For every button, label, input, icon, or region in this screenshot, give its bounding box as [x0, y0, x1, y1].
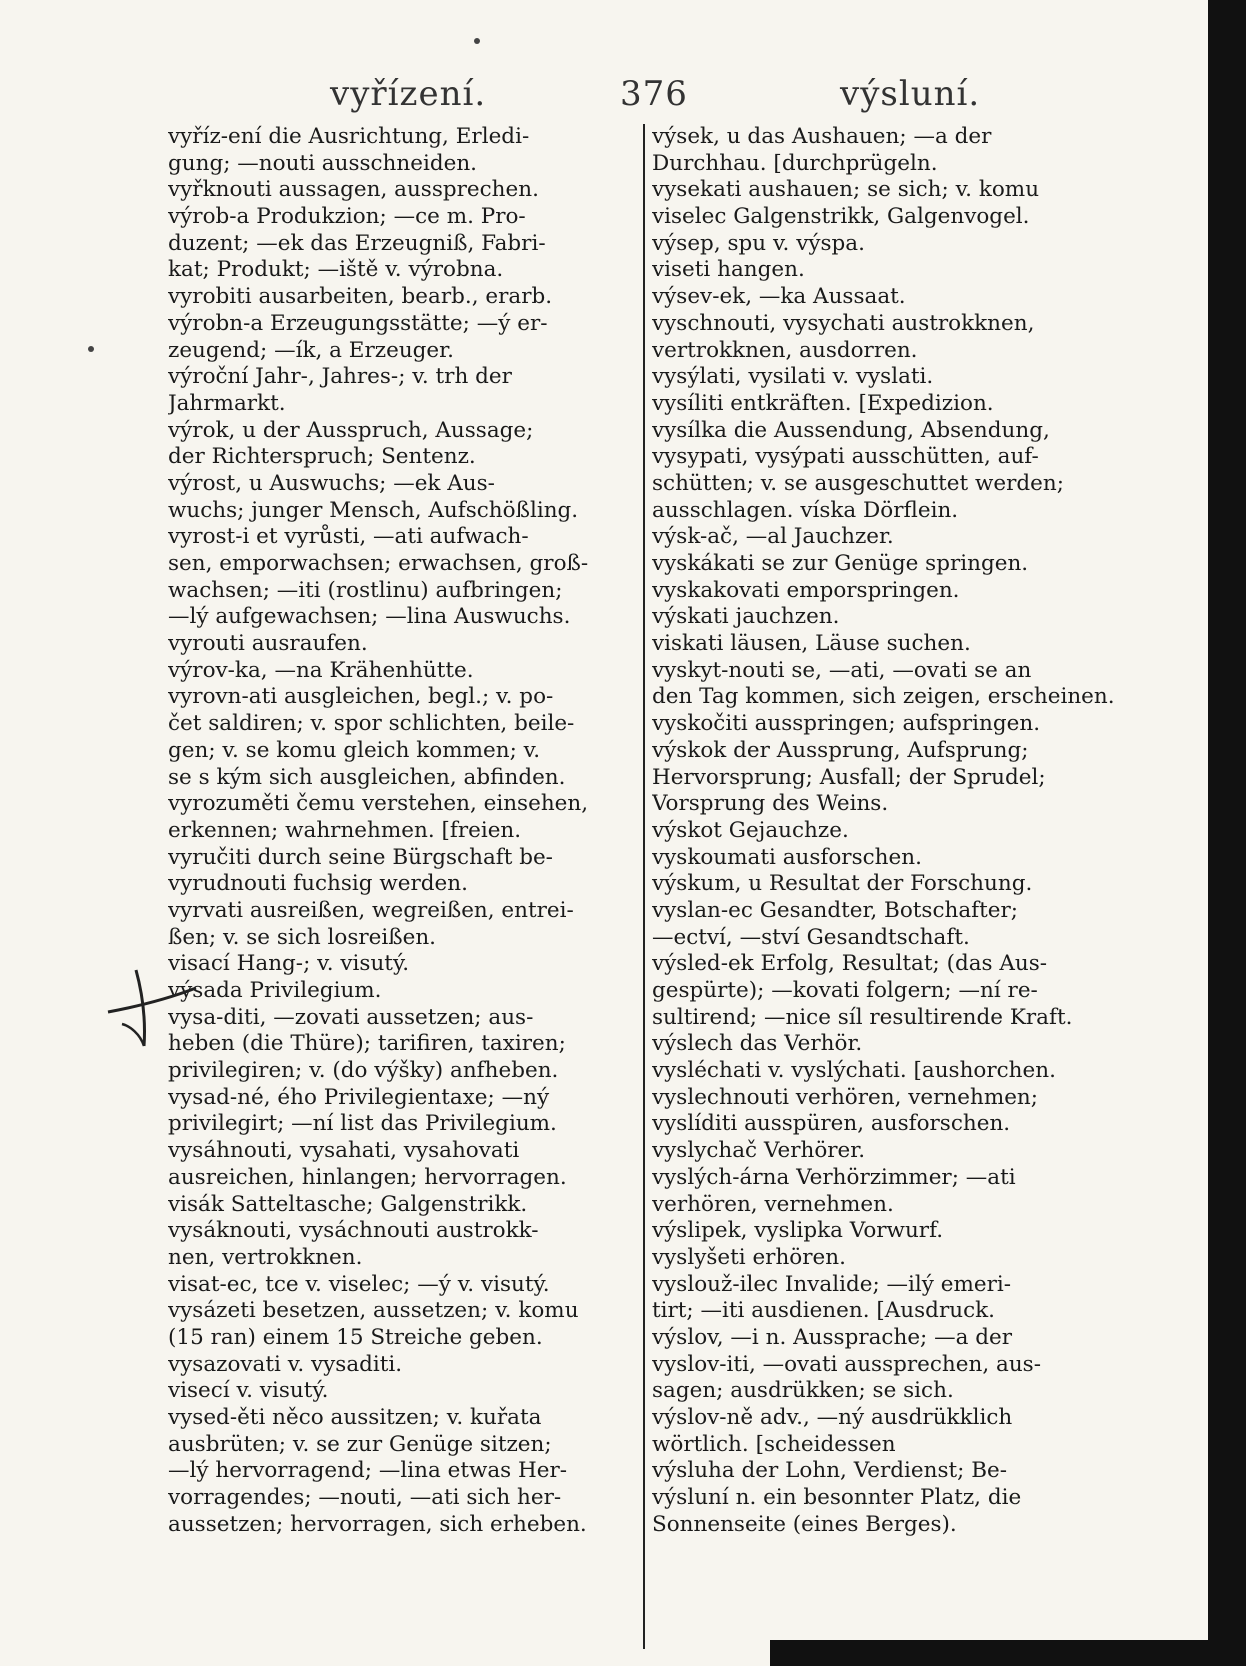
dictionary-line: se s kým sich ausgleichen, abfinden. — [168, 764, 566, 790]
dictionary-line: vysléchati v. vyslýchati. [aushorchen. — [652, 1058, 1056, 1084]
header-right-word: výsluní. — [840, 74, 981, 114]
dictionary-line: vyskyt-nouti se, —ati, —ovati se an — [652, 657, 1032, 683]
dictionary-line: vysypati, vysýpati ausschütten, auf- — [652, 444, 1039, 470]
scan-edge-bottom — [770, 1640, 1246, 1666]
handwritten-cross-mark — [100, 962, 200, 1052]
dictionary-line: výsk-ač, —al Jauchzer. — [652, 524, 894, 550]
dictionary-line: vysílka die Aussendung, Absendung, — [652, 417, 1050, 443]
dictionary-line: výrobn-a Erzeugungsstätte; —ý er- — [168, 310, 548, 336]
dictionary-line: Sonnenseite (eines Berges). — [652, 1511, 957, 1537]
column-divider — [643, 124, 645, 1649]
dictionary-line: visací Hang-; v. visutý. — [168, 951, 410, 977]
dictionary-line: —lý aufgewachsen; —lina Auswuchs. — [168, 604, 571, 630]
dictionary-line: visecí v. visutý. — [168, 1378, 329, 1404]
dictionary-line: vyručiti durch seine Bürgschaft be- — [168, 844, 553, 870]
dictionary-line: visák Satteltasche; Galgenstrikk. — [168, 1191, 528, 1217]
dictionary-line: vyslouž-ilec Invalide; —ilý emeri- — [652, 1271, 1012, 1297]
dictionary-line: gespürte); —kovati folgern; —ní re- — [652, 978, 1038, 1003]
dictionary-line: wörtlich. [scheidessen — [652, 1431, 896, 1457]
dictionary-line: visat-ec, tce v. viselec; —ý v. visutý. — [168, 1271, 550, 1297]
dictionary-line: duzent; —ek das Erzeugniß, Fabri- — [168, 230, 546, 256]
dictionary-line: —ectví, —ství Gesandtschaft. — [652, 924, 970, 950]
dictionary-line: den Tag kommen, sich zeigen, erscheinen. — [652, 684, 1115, 710]
dictionary-line: výsluní n. ein besonnter Platz, die — [652, 1485, 1022, 1511]
dictionary-line: der Richterspruch; Sentenz. — [168, 444, 476, 470]
dictionary-line: vysa-diti, —zovati aussetzen; aus- — [168, 1004, 534, 1030]
dictionary-line: heben (die Thüre); tarifiren, taxiren; — [168, 1031, 566, 1057]
ink-dot — [474, 38, 480, 44]
dictionary-line: výsled-ek Erfolg, Resultat; (das Aus- — [652, 951, 1048, 977]
dictionary-line: vyslychač Verhörer. — [652, 1138, 866, 1164]
dictionary-line: vyrozuměti čemu verstehen, einsehen, — [168, 791, 589, 817]
dictionary-line: vyrouti ausraufen. — [168, 631, 368, 657]
dictionary-line: výrok, u der Ausspruch, Aussage; — [168, 417, 534, 443]
dictionary-line: výslov, —i n. Aussprache; —a der — [652, 1324, 1013, 1350]
dictionary-line: výsek, u das Aushauen; —a der — [652, 124, 992, 149]
dictionary-line: gen; v. se komu gleich kommen; v. — [168, 737, 541, 763]
dictionary-line: výsep, spu v. výspa. — [652, 230, 865, 256]
dictionary-line: Durchhau. [durchprügeln. — [652, 150, 938, 176]
page-header — [160, 74, 1120, 124]
scan-edge-right — [1208, 0, 1246, 1666]
dictionary-line: vysáhnouti, vysahati, vysahovati — [168, 1138, 520, 1164]
dictionary-line: vyskoumati ausforschen. — [652, 844, 922, 870]
dictionary-line: čet saldiren; v. spor schlichten, beile- — [168, 711, 575, 737]
dictionary-line: vyrvati ausreißen, wegreißen, entrei- — [168, 897, 574, 923]
dictionary-line: schütten; v. se ausgeschuttet werden; — [652, 470, 1064, 496]
dictionary-line: vyslyšeti erhören. — [652, 1244, 846, 1270]
dictionary-line: ausbrüten; v. se zur Genüge sitzen; — [168, 1431, 552, 1457]
dictionary-line: viselec Galgenstrikk, Galgenvogel. — [652, 204, 1030, 230]
dictionary-line: vysáknouti, vysáchnouti austrokk- — [168, 1218, 539, 1244]
page-number: 376 — [620, 74, 688, 114]
dictionary-line: vorragendes; —nouti, —ati sich her- — [168, 1485, 562, 1511]
dictionary-line: kat; Produkt; —iště v. výrobna. — [168, 257, 504, 283]
ink-dot — [88, 346, 94, 352]
dictionary-line: vyslechnouti verhören, vernehmen; — [652, 1084, 1039, 1110]
dictionary-line: vertrokknen, ausdorren. — [652, 337, 918, 363]
dictionary-line: verhören, vernehmen. — [652, 1191, 894, 1217]
dictionary-line: vyříz-ení die Ausrichtung, Erledi- — [168, 124, 530, 149]
dictionary-line: výrov-ka, —na Krähenhütte. — [168, 657, 474, 683]
dictionary-line: vyřknouti aussagen, aussprechen. — [168, 177, 539, 203]
dictionary-line: ßen; v. se sich losreißen. — [168, 924, 436, 950]
dictionary-line: výslipek, vyslipka Vorwurf. — [652, 1218, 944, 1244]
dictionary-line: Vorsprung des Weins. — [652, 791, 889, 817]
dictionary-line: vyrobiti ausarbeiten, bearb., erarb. — [168, 284, 553, 310]
dictionary-line: vyschnouti, vysychati austrokknen, — [652, 310, 1035, 336]
dictionary-line: vysázeti besetzen, aussetzen; v. komu — [168, 1298, 579, 1324]
dictionary-line: zeugend; —ík, a Erzeuger. — [168, 337, 454, 363]
dictionary-line: wuchs; junger Mensch, Aufschößling. — [168, 497, 579, 523]
dictionary-line: vysekati aushauen; se sich; v. komu — [652, 177, 1040, 203]
dictionary-line: vyrost-i et vyrůsti, —ati aufwach- — [168, 524, 529, 550]
dictionary-line: výslov-ně adv., —ný ausdrükklich — [652, 1405, 1013, 1430]
dictionary-line: vysad-né, ého Privilegientaxe; —ný — [168, 1084, 550, 1110]
dictionary-line: vyslan-ec Gesandter, Botschafter; — [652, 897, 1019, 923]
dictionary-line: výsluha der Lohn, Verdienst; Be- — [652, 1458, 1008, 1484]
dictionary-line: vysíliti entkräften. [Expedizion. — [652, 390, 994, 416]
dictionary-line: ausschlagen. víska Dörflein. — [652, 497, 959, 523]
dictionary-line: výskati jauchzen. — [652, 604, 840, 630]
dictionary-line: výsev-ek, —ka Aussaat. — [652, 284, 906, 310]
dictionary-line: vyslých-árna Verhörzimmer; —ati — [652, 1164, 1016, 1190]
dictionary-line: viseti hangen. — [652, 257, 805, 283]
dictionary-line: vyslov-iti, —ovati aussprechen, aus- — [652, 1351, 1041, 1377]
dictionary-line: výrost, u Auswuchs; —ek Aus- — [168, 470, 495, 496]
dictionary-line: (15 ran) einem 15 Streiche geben. — [168, 1324, 543, 1350]
dictionary-line: sagen; ausdrükken; se sich. — [652, 1378, 954, 1404]
dictionary-line: vyskákati se zur Genüge springen. — [652, 551, 1029, 576]
left-column — [168, 124, 644, 1538]
dictionary-line: výsada Privilegium. — [168, 978, 382, 1003]
dictionary-line: Hervorsprung; Ausfall; der Sprudel; — [652, 764, 1046, 790]
dictionary-line: ausreichen, hinlangen; hervorragen. — [168, 1164, 567, 1190]
dictionary-line: vyrudnouti fuchsig werden. — [168, 871, 468, 897]
dictionary-line: tirt; —iti ausdienen. [Ausdruck. — [652, 1298, 995, 1324]
right-column — [652, 124, 1128, 1538]
dictionary-line: —lý hervorragend; —lina etwas Her- — [168, 1458, 568, 1484]
dictionary-line: vyrovn-ati ausgleichen, begl.; v. po- — [168, 684, 554, 710]
dictionary-line: privilegiren; v. (do výšky) anfheben. — [168, 1058, 559, 1084]
dictionary-line: wachsen; —iti (rostlinu) aufbringen; — [168, 577, 563, 603]
dictionary-line: vysed-ěti něco aussitzen; v. kuřata — [168, 1405, 542, 1430]
dictionary-line: výroční Jahr-, Jahres-; v. trh der — [168, 364, 512, 390]
dictionary-line: výskok der Aussprung, Aufsprung; — [652, 737, 1029, 763]
dictionary-line: vysazovati v. vysaditi. — [168, 1351, 403, 1377]
dictionary-line: vysýlati, vysilati v. vyslati. — [652, 364, 934, 390]
dictionary-line: výrob-a Produkzion; —ce m. Pro- — [168, 204, 526, 230]
dictionary-line: vyskakovati emporspringen. — [652, 577, 960, 603]
dictionary-line: vyskočiti ausspringen; aufspringen. — [652, 711, 1041, 737]
dictionary-line: nen, vertrokknen. — [168, 1244, 363, 1270]
dictionary-line: aussetzen; hervorragen, sich erheben. — [168, 1511, 587, 1537]
dictionary-line: sen, emporwachsen; erwachsen, groß- — [168, 551, 589, 576]
dictionary-line: výskot Gejauchze. — [652, 817, 849, 843]
header-left-word: vyřízení. — [330, 74, 487, 114]
dictionary-line: Jahrmarkt. — [168, 390, 286, 416]
dictionary-line: viskati läusen, Läuse suchen. — [652, 631, 971, 657]
dictionary-line: gung; —nouti ausschneiden. — [168, 150, 478, 176]
dictionary-line: privilegirt; —ní list das Privilegium. — [168, 1111, 557, 1137]
dictionary-line: výskum, u Resultat der Forschung. — [652, 871, 1033, 897]
dictionary-line: sultirend; —nice síl resultirende Kraft. — [652, 1004, 1073, 1030]
dictionary-line: výslech das Verhör. — [652, 1031, 863, 1057]
dictionary-line: erkennen; wahrnehmen. [freien. — [168, 817, 522, 843]
dictionary-line: vyslíditi ausspüren, ausforschen. — [652, 1111, 1011, 1137]
